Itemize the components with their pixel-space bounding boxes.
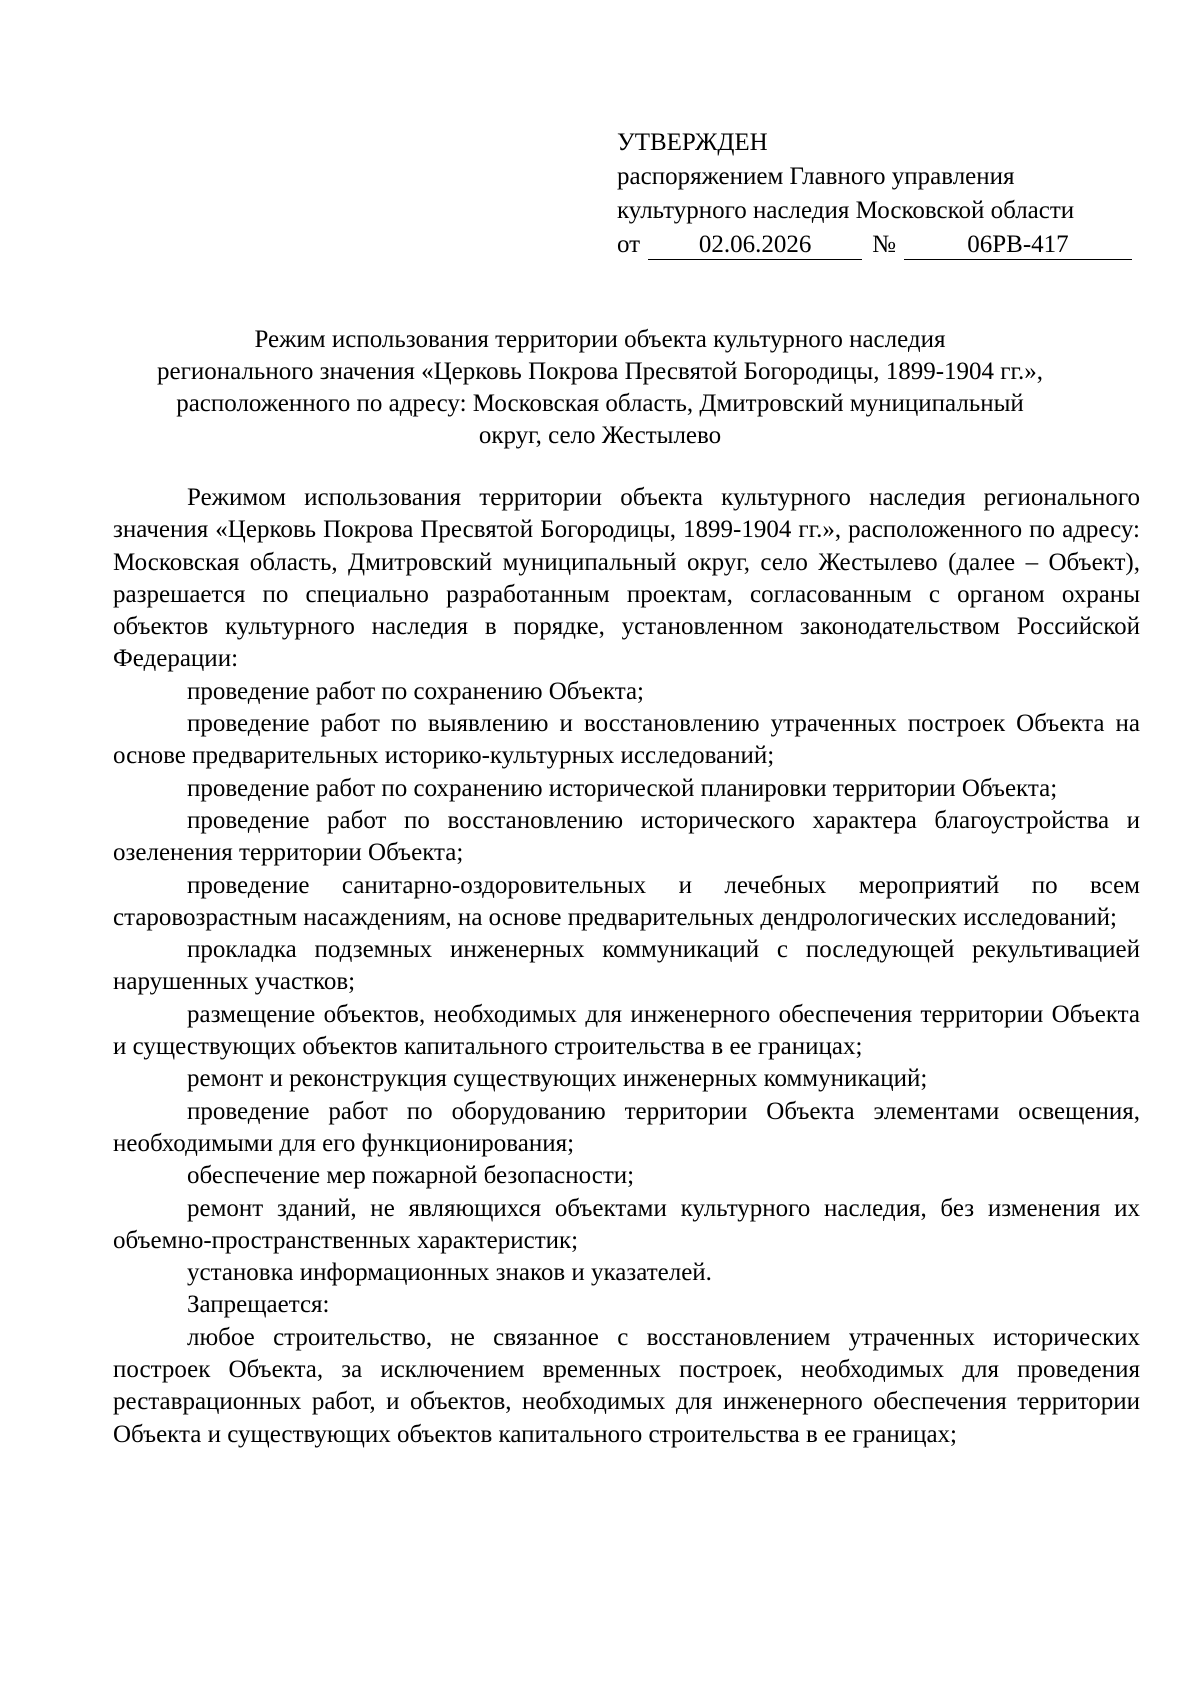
intro-paragraph: Режимом использования территории объекта культурного наследия регионального значения «Церковь Покрова Пресвятой Богородицы, 1899-1904 гг.», расположенного по адресу: Московская область, Дмитровский муниципальный округ, село Жестылево (далее – Объект), разрешается по специально разработанным проектам, согласованным с органом охраны объектов культурного наследия в порядке, установленном законодательством Российской Федерации: xyxy=(113,484,1140,673)
permitted-item: прокладка подземных инженерных коммуникаций с последующей рекультивацией нарушенных участков; xyxy=(113,936,1140,996)
approval-date: 02.06.2026 xyxy=(648,231,862,260)
permitted-item: проведение работ по оборудованию территории Объекта элементами освещения, необходимыми для его функционирования; xyxy=(113,1097,1140,1157)
permitted-item: проведение работ по восстановлению исторического характера благоустройства и озеленения территории Объекта; xyxy=(113,806,1140,867)
number-sign: № xyxy=(872,231,896,258)
document-body xyxy=(113,482,1140,1451)
permitted-item: проведение работ по выявлению и восстановлению утраченных построек Объекта на основе предварительных историко-культурных исследований; xyxy=(113,710,1140,770)
approval-block xyxy=(617,126,1137,262)
approval-number: 06РВ-417 xyxy=(904,231,1132,260)
permitted-item: обеспечение мер пожарной безопасности; xyxy=(187,1162,635,1190)
permitted-item: проведение работ по сохранению исторической планировки территории Объекта; xyxy=(187,774,1058,802)
prohibited-item: любое строительство, не связанное с восстановлением утраченных исторических построек Объекта, за исключением временных построек, необходимых для проведения реставрационных работ, и объектов, необходимых для инженерного обеспечения территории Объекта и существующих объектов капитального строительства в ее границах; xyxy=(113,1323,1140,1448)
prohibited-heading: Запрещается: xyxy=(187,1291,330,1319)
permitted-item: установка информационных знаков и указателей. xyxy=(187,1259,712,1287)
permitted-item: ремонт зданий, не являющихся объектами культурного наследия, без изменения их объемно-пространственных характеристик; xyxy=(113,1194,1140,1254)
permitted-item: размещение объектов, необходимых для инженерного обеспечения территории Объекта и существующих объектов капитального строительства в ее границах; xyxy=(113,1000,1140,1061)
document-title xyxy=(100,324,1100,452)
approval-reference xyxy=(617,228,1137,262)
approval-line-2: культурного наследия Московской области xyxy=(617,197,1075,224)
permitted-item: проведение работ по сохранению Объекта; xyxy=(187,677,645,705)
permitted-item: проведение санитарно-оздоровительных и лечебных мероприятий по всем старовозрастным насаждениям, на основе предварительных дендрологических исследований; xyxy=(113,871,1140,931)
approval-heading: УТВЕРЖДЕН xyxy=(617,129,768,156)
approval-line-1: распоряжением Главного управления xyxy=(617,163,1015,190)
title-line-3: расположенного по адресу: Московская область, Дмитровский муниципальный xyxy=(176,390,1024,417)
title-line-1: Режим использования территории объекта культурного наследия xyxy=(254,326,946,353)
title-line-4: округ, село Жестылево xyxy=(478,422,722,449)
permitted-item: ремонт и реконструкция существующих инженерных коммуникаций; xyxy=(187,1065,928,1093)
date-prefix: от xyxy=(617,231,641,258)
title-line-2: регионального значения «Церковь Покрова Пресвятой Богородицы, 1899-1904 гг.», xyxy=(157,358,1043,385)
